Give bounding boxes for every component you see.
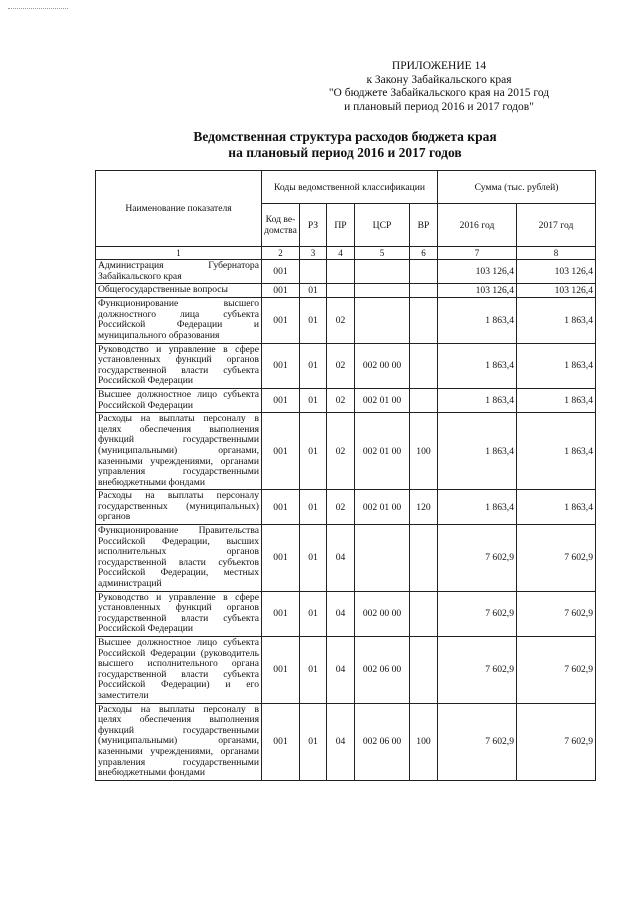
cell-ved: 001 bbox=[262, 490, 300, 525]
budget-table bbox=[95, 170, 596, 781]
table-row bbox=[96, 298, 596, 343]
cell-vr bbox=[410, 284, 438, 298]
cell-pr: 04 bbox=[327, 703, 355, 780]
cell-rz: 01 bbox=[300, 343, 327, 388]
cell-2017: 7 602,9 bbox=[517, 703, 596, 780]
cell-pr: 02 bbox=[327, 343, 355, 388]
cell-2016: 1 863,4 bbox=[438, 413, 517, 490]
cell-vr bbox=[410, 591, 438, 636]
cell-ved: 001 bbox=[262, 298, 300, 343]
cell-name: Расходы на выплаты персоналу государственных (муниципальных) органов bbox=[96, 490, 262, 525]
table-row bbox=[96, 490, 596, 525]
cell-pr: 02 bbox=[327, 388, 355, 412]
cell-name: Высшее должностное лицо субъекта Российской Федерации (руководитель высшего исполнительного органа государственной власти субъекта Российской Федерации) и его заместители bbox=[96, 637, 262, 704]
cell-2016: 1 863,4 bbox=[438, 490, 517, 525]
cell-csr bbox=[355, 298, 410, 343]
cell-vr bbox=[410, 388, 438, 412]
cell-vr bbox=[410, 637, 438, 704]
cell-csr bbox=[355, 284, 410, 298]
column-number: 8 bbox=[517, 247, 596, 260]
cell-2017: 1 863,4 bbox=[517, 490, 596, 525]
cell-pr: 04 bbox=[327, 591, 355, 636]
column-number: 6 bbox=[410, 247, 438, 260]
cell-csr: 002 06 00 bbox=[355, 637, 410, 704]
corner-dotted-mark bbox=[8, 8, 68, 9]
cell-2017: 7 602,9 bbox=[517, 591, 596, 636]
cell-2017: 103 126,4 bbox=[517, 260, 596, 284]
cell-rz: 01 bbox=[300, 591, 327, 636]
cell-name: Высшее должностное лицо субъекта Российской Федерации bbox=[96, 388, 262, 412]
cell-ved: 001 bbox=[262, 260, 300, 284]
header-2016: 2016 год bbox=[438, 204, 517, 247]
cell-vr bbox=[410, 525, 438, 592]
column-number: 7 bbox=[438, 247, 517, 260]
column-number: 2 bbox=[262, 247, 300, 260]
cell-pr bbox=[327, 260, 355, 284]
cell-vr bbox=[410, 260, 438, 284]
cell-rz: 01 bbox=[300, 284, 327, 298]
cell-csr bbox=[355, 525, 410, 592]
cell-ved: 001 bbox=[262, 343, 300, 388]
table-row bbox=[96, 260, 596, 284]
cell-2016: 7 602,9 bbox=[438, 703, 517, 780]
appendix-law-title: "О бюджете Забайкальского края на 2015 год bbox=[328, 87, 550, 99]
cell-2016: 7 602,9 bbox=[438, 591, 517, 636]
cell-2017: 1 863,4 bbox=[517, 298, 596, 343]
table-row bbox=[96, 388, 596, 412]
cell-csr bbox=[355, 260, 410, 284]
cell-pr: 02 bbox=[327, 413, 355, 490]
table-row bbox=[96, 525, 596, 592]
title-line-1: Ведомственная структура расходов бюджета края bbox=[193, 129, 497, 144]
cell-2016: 1 863,4 bbox=[438, 388, 517, 412]
cell-rz: 01 bbox=[300, 525, 327, 592]
table-row bbox=[96, 284, 596, 298]
table-row bbox=[96, 591, 596, 636]
cell-name: Функционирование Правительства Российской Федерации, высших исполнительных органов государственной власти субъектов Российской Федерации, местных администраций bbox=[96, 525, 262, 592]
cell-2017: 7 602,9 bbox=[517, 637, 596, 704]
cell-rz: 01 bbox=[300, 490, 327, 525]
cell-rz: 01 bbox=[300, 298, 327, 343]
cell-rz: 01 bbox=[300, 703, 327, 780]
header-2017: 2017 год bbox=[517, 204, 596, 247]
cell-ved: 001 bbox=[262, 413, 300, 490]
table-row bbox=[96, 703, 596, 780]
column-number: 1 bbox=[96, 247, 262, 260]
cell-2016: 7 602,9 bbox=[438, 525, 517, 592]
cell-pr: 04 bbox=[327, 525, 355, 592]
header-ved: Код ве-домства bbox=[262, 204, 300, 247]
appendix-number: ПРИЛОЖЕНИЕ 14 bbox=[391, 60, 487, 72]
cell-ved: 001 bbox=[262, 284, 300, 298]
cell-2017: 103 126,4 bbox=[517, 284, 596, 298]
cell-name: Функционирование высшего должностного лица субъекта Российской Федерации и муниципального образования bbox=[96, 298, 262, 343]
cell-2016: 103 126,4 bbox=[438, 284, 517, 298]
table-row bbox=[96, 637, 596, 704]
cell-name: Администрация Губернатора Забайкальского края bbox=[96, 260, 262, 284]
cell-pr: 02 bbox=[327, 298, 355, 343]
cell-name: Расходы на выплаты персоналу в целях обеспечения выполнения функций государственными (муниципальными) органами, казенными учреждениями, органами управления государственными внебюджетными фондами bbox=[96, 413, 262, 490]
cell-2017: 7 602,9 bbox=[517, 525, 596, 592]
header-sum: Сумма (тыс. рублей) bbox=[438, 171, 596, 204]
cell-csr: 002 06 00 bbox=[355, 703, 410, 780]
cell-ved: 001 bbox=[262, 525, 300, 592]
cell-rz: 01 bbox=[300, 637, 327, 704]
table-body bbox=[96, 260, 596, 781]
cell-ved: 001 bbox=[262, 591, 300, 636]
cell-pr: 02 bbox=[327, 490, 355, 525]
header-vr: ВР bbox=[410, 204, 438, 247]
cell-ved: 001 bbox=[262, 388, 300, 412]
cell-rz: 01 bbox=[300, 413, 327, 490]
cell-2016: 103 126,4 bbox=[438, 260, 517, 284]
cell-2016: 1 863,4 bbox=[438, 343, 517, 388]
cell-vr: 120 bbox=[410, 490, 438, 525]
cell-2017: 1 863,4 bbox=[517, 413, 596, 490]
cell-csr: 002 01 00 bbox=[355, 413, 410, 490]
cell-csr: 002 01 00 bbox=[355, 490, 410, 525]
title-line-2: на плановый период 2016 и 2017 годов bbox=[228, 144, 462, 160]
table-row bbox=[96, 343, 596, 388]
cell-2016: 7 602,9 bbox=[438, 637, 517, 704]
cell-vr: 100 bbox=[410, 413, 438, 490]
cell-csr: 002 01 00 bbox=[355, 388, 410, 412]
document-title bbox=[95, 129, 595, 160]
cell-pr bbox=[327, 284, 355, 298]
cell-2016: 1 863,4 bbox=[438, 298, 517, 343]
cell-pr: 04 bbox=[327, 637, 355, 704]
cell-csr: 002 00 00 bbox=[355, 343, 410, 388]
header-codes: Коды ведомственной классификации bbox=[262, 171, 438, 204]
cell-name: Расходы на выплаты персоналу в целях обеспечения выполнения функций государственными (муниципальными) органами, казенными учреждениями, органами управления государственными внебюджетными фондами bbox=[96, 703, 262, 780]
cell-vr bbox=[410, 343, 438, 388]
column-number: 3 bbox=[300, 247, 327, 260]
cell-2017: 1 863,4 bbox=[517, 343, 596, 388]
header-rz: РЗ bbox=[300, 204, 327, 247]
cell-name: Общегосударственные вопросы bbox=[96, 284, 262, 298]
cell-ved: 001 bbox=[262, 703, 300, 780]
cell-2017: 1 863,4 bbox=[517, 388, 596, 412]
cell-vr: 100 bbox=[410, 703, 438, 780]
cell-vr bbox=[410, 298, 438, 343]
appendix-law: к Закону Забайкальского края bbox=[366, 73, 512, 86]
appendix-header bbox=[310, 60, 568, 114]
cell-csr: 002 00 00 bbox=[355, 591, 410, 636]
cell-name: Руководство и управление в сфере установленных функций органов государственной власти субъекта Российской Федерации bbox=[96, 343, 262, 388]
cell-rz: 01 bbox=[300, 388, 327, 412]
header-name: Наименование показателя bbox=[96, 171, 262, 247]
cell-name: Руководство и управление в сфере установленных функций органов государственной власти субъекта Российской Федерации bbox=[96, 591, 262, 636]
appendix-law-title-cont: и плановый период 2016 и 2017 годов" bbox=[344, 100, 534, 113]
column-number: 4 bbox=[327, 247, 355, 260]
header-pr: ПР bbox=[327, 204, 355, 247]
table-row bbox=[96, 413, 596, 490]
cell-rz bbox=[300, 260, 327, 284]
header-csr: ЦСР bbox=[355, 204, 410, 247]
cell-ved: 001 bbox=[262, 637, 300, 704]
column-number: 5 bbox=[355, 247, 410, 260]
